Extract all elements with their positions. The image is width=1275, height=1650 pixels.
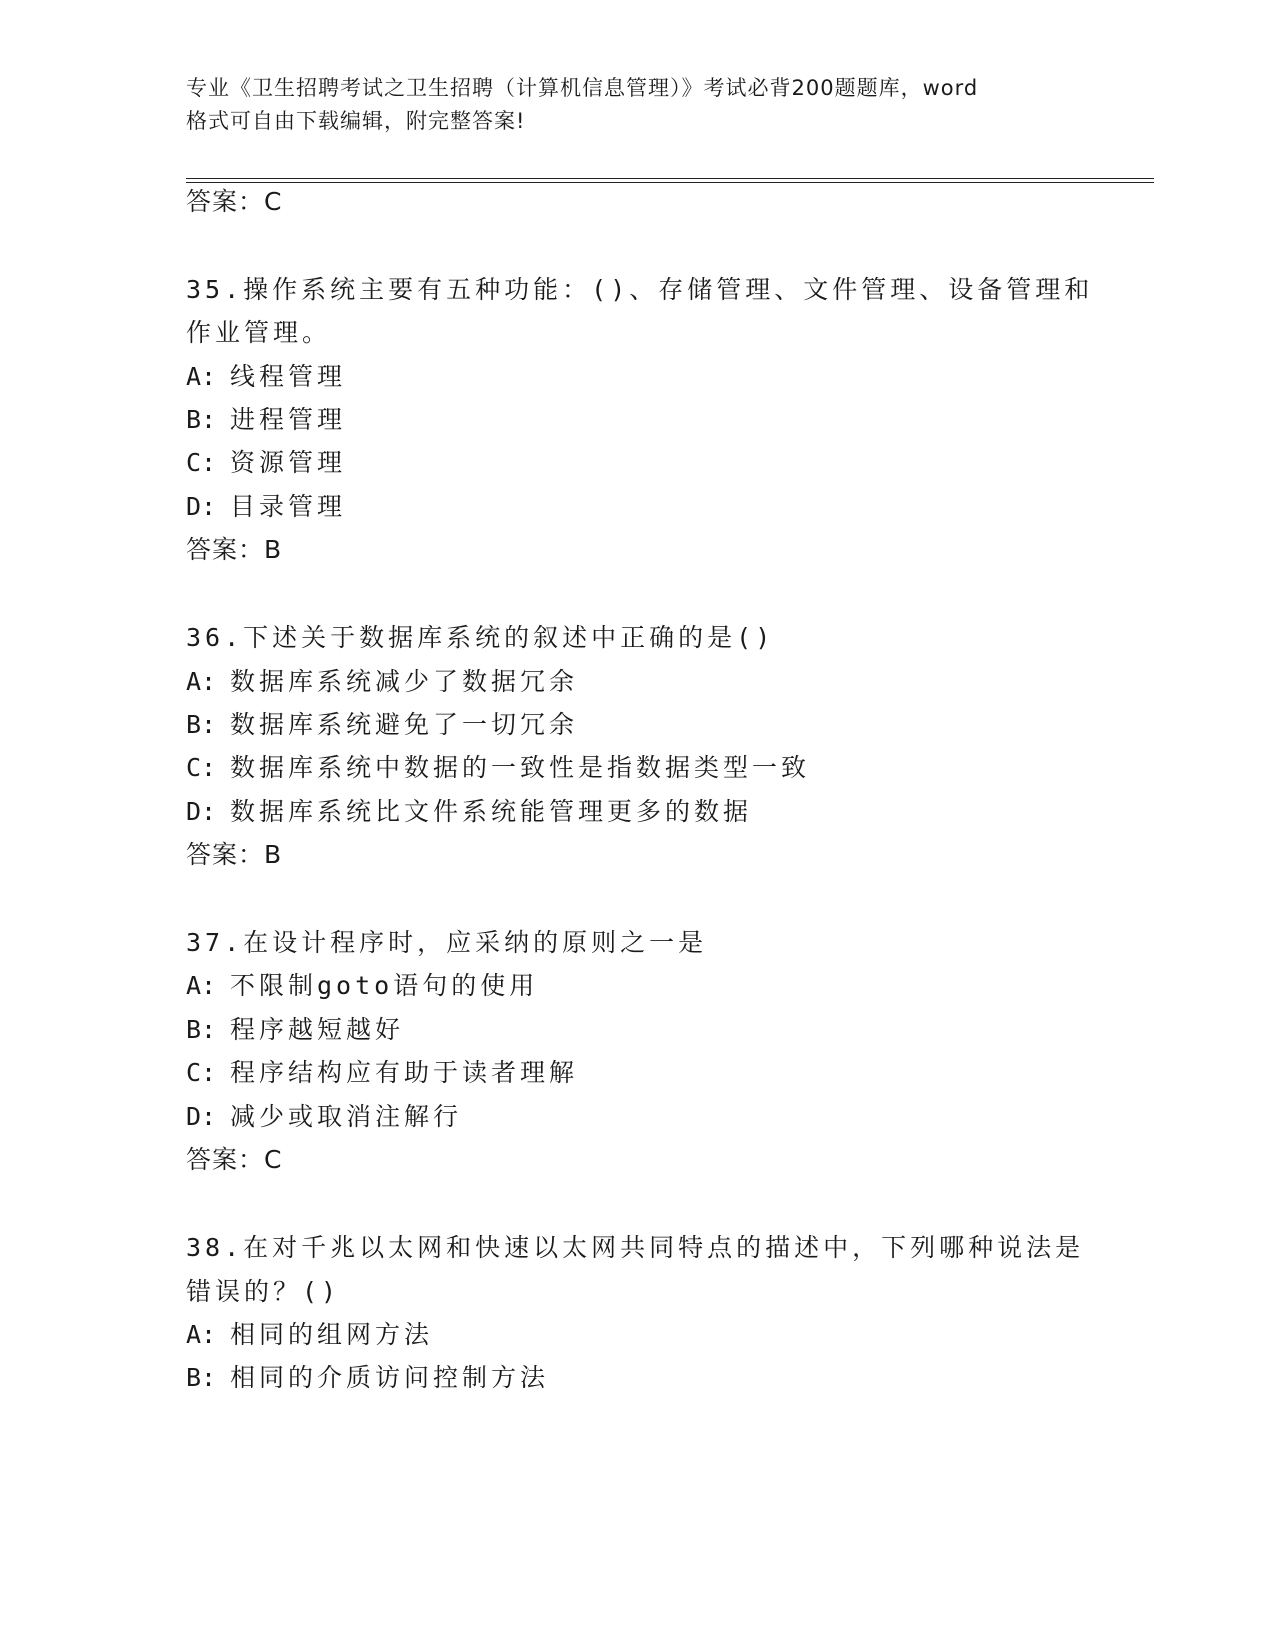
document-header [186, 72, 1086, 138]
question-37-option-d [186, 1095, 462, 1139]
option-letter: D: [186, 1102, 217, 1131]
option-text: 目录管理 [230, 492, 347, 521]
option-text: 线程管理 [230, 362, 347, 391]
question-35-answer: 答案：B [186, 535, 283, 564]
header-divider [186, 178, 1154, 183]
option-text: 资源管理 [230, 448, 347, 477]
question-36-option-a [186, 660, 578, 704]
question-35-option-c [186, 441, 346, 485]
option-text: 程序越短越好 [230, 1015, 405, 1044]
question-36-option-b [186, 703, 578, 747]
question-36-stem-line-1: 36.下述关于数据库系统的叙述中正确的是() [186, 623, 775, 652]
option-letter: A: [186, 667, 217, 696]
question-35-option-a [186, 355, 346, 399]
option-text: 进程管理 [230, 405, 347, 434]
option-letter: C: [186, 1058, 217, 1087]
option-text: 数据库系统中数据的一致性是指数据类型一致 [230, 753, 811, 782]
prev-answer: 答案：C [186, 187, 283, 216]
question-37-option-c [186, 1051, 578, 1095]
option-text: 数据库系统比文件系统能管理更多的数据 [230, 797, 753, 826]
question-35-stem-line-2: 作业管理。 [186, 318, 332, 347]
option-letter: B: [186, 710, 217, 739]
question-38-stem-line-1: 38.在对千兆以太网和快速以太网共同特点的描述中，下列哪种说法是 [186, 1233, 1085, 1262]
option-letter: D: [186, 492, 217, 521]
question-38-stem-line-2: 错误的？() [186, 1277, 341, 1306]
option-letter: A: [186, 1320, 217, 1349]
option-text: 数据库系统避免了一切冗余 [230, 710, 579, 739]
question-37-option-b [186, 1008, 404, 1052]
option-text: 减少或取消注解行 [230, 1102, 463, 1131]
header-line-1: 专业《卫生招聘考试之卫生招聘（计算机信息管理）》考试必背200题题库，word [186, 76, 979, 100]
question-36-option-c [186, 746, 810, 790]
question-37-option-a [186, 964, 538, 1008]
option-text: 程序结构应有助于读者理解 [230, 1058, 579, 1087]
option-letter: C: [186, 753, 217, 782]
question-37-answer: 答案：C [186, 1145, 283, 1174]
question-36-answer: 答案：B [186, 840, 283, 869]
option-letter: C: [186, 448, 217, 477]
option-text: 数据库系统减少了数据冗余 [230, 667, 579, 696]
question-35-stem-line-1: 35.操作系统主要有五种功能：()、存储管理、文件管理、设备管理和 [186, 275, 1094, 304]
option-text: 相同的介质访问控制方法 [230, 1363, 550, 1392]
question-38-option-b [186, 1356, 549, 1400]
option-letter: B: [186, 1363, 217, 1392]
header-line-2: 格式可自由下载编辑，附完整答案! [186, 109, 526, 133]
option-letter: B: [186, 405, 217, 434]
option-text: 相同的组网方法 [230, 1320, 434, 1349]
option-letter: D: [186, 797, 217, 826]
question-37-stem-line-1: 37.在设计程序时，应采纳的原则之一是 [186, 928, 708, 957]
question-36-option-d [186, 790, 752, 834]
option-text: 不限制goto语句的使用 [230, 971, 539, 1000]
question-35-option-b [186, 398, 346, 442]
option-letter: A: [186, 971, 217, 1000]
question-38-option-a [186, 1313, 433, 1357]
option-letter: B: [186, 1015, 217, 1044]
question-35-option-d [186, 485, 346, 529]
option-letter: A: [186, 362, 217, 391]
